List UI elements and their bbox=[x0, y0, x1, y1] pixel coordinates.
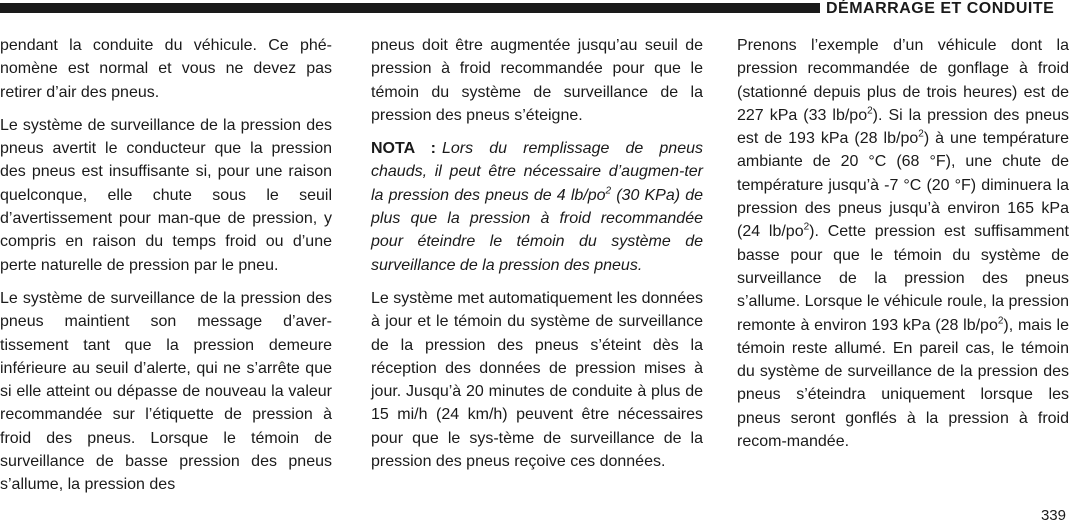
superscript: 2 bbox=[803, 222, 810, 234]
page-number: 339 bbox=[1040, 507, 1066, 524]
text-run: ). Cette pression est suffisamment basse pour que le témoin du système de surveillance de la pression des pneus s’allume. Lorsque le véhicule roule, la pression remonte à environ 193 kPa (28 lb/po bbox=[737, 223, 1069, 334]
paragraph: Le système de surveillance de la pression des pneus maintient son message d’aver-tissement tant que la pression demeure inférieure au seuil d’alerte, qui ne s’arrête que si elle atteint ou dépasse de nouveau la valeur recommandée sur l’étiquette de pression à froid des pneus. Lorsque le témoin de surveillance de basse pression des pneus s’allume, la pression des bbox=[0, 289, 332, 494]
paragraph bbox=[737, 34, 1069, 453]
text-column-right bbox=[737, 34, 1069, 463]
superscript: 2 bbox=[918, 128, 924, 140]
header-rule bbox=[0, 3, 820, 13]
note-label: NOTA : bbox=[371, 140, 436, 158]
text-column-middle bbox=[371, 34, 703, 483]
text-run: ), mais le témoin reste allumé. En pareil cas, le témoin du système de surveillance de la pression des pneus s’éteindra uniquement lorsque les pneus seront gonflés à la pression à froid recom-mandée. bbox=[737, 316, 1069, 451]
text-column-left bbox=[0, 34, 332, 507]
paragraph: pendant la conduite du véhicule. Ce phé-nomène est normal et vous ne devez pas retirer d’air des pneus. bbox=[0, 37, 332, 101]
paragraph: Le système met automatiquement les données à jour et le témoin du système de surveillance de la pression des pneus s’éteint dès la réception des données de pression mises à jour. Jusqu’à 20 minutes de conduite à plus de 15 mi/h (24 km/h) peuvent être nécessaires pour que le sys-tème de surveillance de la pression des pneus reçoive ces données. bbox=[371, 289, 703, 471]
note-text: Lors du remplissage de pneus chauds, il peut être nécessaire d’augmen-ter la pression des pneus de 4 lb/po bbox=[371, 140, 703, 204]
superscript: 2 bbox=[997, 315, 1004, 327]
text-run: ). Si la pression des pneus est de 193 kPa (28 lb/po bbox=[737, 106, 1069, 148]
paragraph: Le système de surveillance de la pression des pneus avertit le conducteur que la pression des pneus est insuffisante si, pour une raison quelconque, elle chute sous le seuil d’avertissement pour man-que de pression, y compris en raison du temps froid ou d’une perte naturelle de pression par le pneu. bbox=[0, 116, 332, 274]
superscript: 2 bbox=[605, 185, 612, 197]
note-paragraph bbox=[371, 137, 703, 277]
text-run: ) à une température ambiante de 20 °C (68 °F), une chute de température jusqu’à -7 °C (20 °F) diminuera la pression des pneus jusqu’à environ 165 kPa (24 lb/po bbox=[737, 130, 1069, 241]
paragraph: pneus doit être augmentée jusqu’au seuil de pression à froid recommandée pour que le témoin du système de surveillance de la pression des pneus s’éteigne. bbox=[371, 37, 703, 124]
text-run: Prenons l’exemple d’un véhicule dont la pression recommandée de gonflage à froid (stationné depuis plus de trois heures) est de 227 kPa (33 lb/po bbox=[737, 37, 1069, 124]
superscript: 2 bbox=[867, 105, 873, 117]
note-text: (30 KPa) de plus que la pression à froid recommandée pour éteindre le témoin du système de surveillance de la pression des pneus. bbox=[371, 186, 703, 274]
section-title: DÉMARRAGE ET CONDUITE bbox=[826, 0, 1055, 17]
